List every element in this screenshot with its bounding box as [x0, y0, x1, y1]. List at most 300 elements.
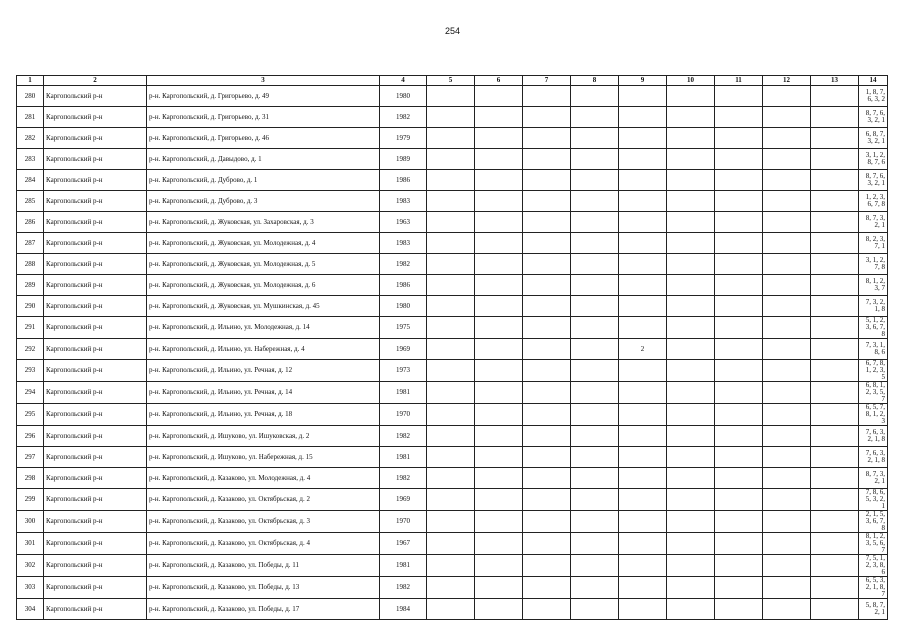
column-9-cell — [619, 489, 667, 511]
year-cell: 1989 — [380, 149, 427, 170]
column-5-cell — [427, 212, 475, 233]
column-11-cell — [715, 511, 763, 533]
column-11-cell — [715, 107, 763, 128]
district-cell: Каргопольский р-н — [44, 599, 147, 620]
district-cell: Каргопольский р-н — [44, 233, 147, 254]
column-9-cell — [619, 170, 667, 191]
column-6-cell — [475, 339, 523, 360]
column-14-cell: 7, 3, 1, 8, 6 — [859, 339, 888, 360]
column-12-cell — [763, 212, 811, 233]
column-5-cell — [427, 107, 475, 128]
district-cell: Каргопольский р-н — [44, 254, 147, 275]
row-number-cell: 293 — [17, 360, 44, 382]
address-cell: р-н. Каргопольский, д. Ильино, ул. Молодежная, д. 14 — [147, 317, 380, 339]
column-header-2: 2 — [44, 76, 147, 86]
year-cell: 1967 — [380, 533, 427, 555]
address-cell: р-н. Каргопольский, д. Ишуково, ул. Набережная, д. 15 — [147, 447, 380, 468]
row-number-cell: 282 — [17, 128, 44, 149]
column-9-cell — [619, 577, 667, 599]
district-cell: Каргопольский р-н — [44, 212, 147, 233]
column-6-cell — [475, 555, 523, 577]
column-12-cell — [763, 533, 811, 555]
column-header-1: 1 — [17, 76, 44, 86]
column-5-cell — [427, 468, 475, 489]
column-13-cell — [811, 577, 859, 599]
column-11-cell — [715, 468, 763, 489]
column-13-cell — [811, 468, 859, 489]
column-6-cell — [475, 426, 523, 447]
column-7-cell — [523, 296, 571, 317]
address-cell: р-н. Каргопольский, д. Ильино, ул. Речная, д. 14 — [147, 382, 380, 404]
table-row — [17, 86, 888, 107]
column-6-cell — [475, 149, 523, 170]
column-11-cell — [715, 254, 763, 275]
column-5-cell — [427, 170, 475, 191]
row-number-cell: 298 — [17, 468, 44, 489]
column-10-cell — [667, 577, 715, 599]
column-8-cell — [571, 275, 619, 296]
district-cell: Каргопольский р-н — [44, 296, 147, 317]
column-6-cell — [475, 275, 523, 296]
column-9-cell — [619, 511, 667, 533]
column-10-cell — [667, 254, 715, 275]
column-10-cell — [667, 86, 715, 107]
column-11-cell — [715, 296, 763, 317]
row-number-cell: 299 — [17, 489, 44, 511]
address-cell: р-н. Каргопольский, д. Жуковская, ул. Захаровская, д. 3 — [147, 212, 380, 233]
column-12-cell — [763, 233, 811, 254]
column-10-cell — [667, 382, 715, 404]
column-11-cell — [715, 447, 763, 468]
column-7-cell — [523, 212, 571, 233]
column-10-cell — [667, 533, 715, 555]
year-cell: 1986 — [380, 170, 427, 191]
column-12-cell — [763, 404, 811, 426]
table-row — [17, 191, 888, 212]
table-row — [17, 382, 888, 404]
column-11-cell — [715, 533, 763, 555]
column-11-cell — [715, 212, 763, 233]
column-6-cell — [475, 212, 523, 233]
column-11-cell — [715, 128, 763, 149]
column-5-cell — [427, 577, 475, 599]
column-header-4: 4 — [380, 76, 427, 86]
column-6-cell — [475, 128, 523, 149]
column-13-cell — [811, 426, 859, 447]
district-cell: Каргопольский р-н — [44, 128, 147, 149]
column-13-cell — [811, 275, 859, 296]
column-5-cell — [427, 254, 475, 275]
column-7-cell — [523, 404, 571, 426]
column-9-cell — [619, 296, 667, 317]
address-cell: р-н. Каргопольский, д. Жуковская, ул. Молодежная, д. 6 — [147, 275, 380, 296]
column-14-cell: 5, 1, 2, 3, 6, 7, 8 — [859, 317, 888, 339]
column-14-cell: 8, 7, 6, 3, 2, 1 — [859, 170, 888, 191]
table-row — [17, 317, 888, 339]
column-9-cell — [619, 360, 667, 382]
column-13-cell — [811, 149, 859, 170]
column-7-cell — [523, 233, 571, 254]
column-11-cell — [715, 339, 763, 360]
table-row — [17, 128, 888, 149]
row-number-cell: 301 — [17, 533, 44, 555]
address-cell: р-н. Каргопольский, д. Ильино, ул. Речная, д. 12 — [147, 360, 380, 382]
column-7-cell — [523, 555, 571, 577]
column-9-cell — [619, 426, 667, 447]
column-10-cell — [667, 404, 715, 426]
row-number-cell: 303 — [17, 577, 44, 599]
table-row — [17, 149, 888, 170]
column-9-cell — [619, 191, 667, 212]
column-8-cell — [571, 170, 619, 191]
address-cell: р-н. Каргопольский, д. Ильино, ул. Речная, д. 18 — [147, 404, 380, 426]
column-8-cell — [571, 577, 619, 599]
address-cell: р-н. Каргопольский, д. Ильино, ул. Набережная, д. 4 — [147, 339, 380, 360]
table-row — [17, 212, 888, 233]
year-cell: 1986 — [380, 275, 427, 296]
column-14-cell: 7, 6, 3, 2, 1, 8 — [859, 447, 888, 468]
table-row — [17, 404, 888, 426]
district-cell: Каргопольский р-н — [44, 533, 147, 555]
column-14-cell: 8, 7, 6, 3, 2, 1 — [859, 107, 888, 128]
column-11-cell — [715, 317, 763, 339]
column-9-cell: 2 — [619, 339, 667, 360]
column-header-7: 7 — [523, 76, 571, 86]
table-header — [17, 76, 888, 86]
column-8-cell — [571, 128, 619, 149]
table-row — [17, 489, 888, 511]
column-12-cell — [763, 382, 811, 404]
column-9-cell — [619, 149, 667, 170]
column-14-cell: 1, 2, 3, 6, 7, 8 — [859, 191, 888, 212]
column-5-cell — [427, 382, 475, 404]
district-cell: Каргопольский р-н — [44, 275, 147, 296]
column-13-cell — [811, 339, 859, 360]
table-row — [17, 577, 888, 599]
table-row — [17, 555, 888, 577]
column-7-cell — [523, 317, 571, 339]
column-10-cell — [667, 511, 715, 533]
column-12-cell — [763, 191, 811, 212]
year-cell: 1970 — [380, 511, 427, 533]
column-10-cell — [667, 339, 715, 360]
district-cell: Каргопольский р-н — [44, 339, 147, 360]
year-cell: 1970 — [380, 404, 427, 426]
column-13-cell — [811, 511, 859, 533]
column-header-10: 10 — [667, 76, 715, 86]
column-5-cell — [427, 533, 475, 555]
district-cell: Каргопольский р-н — [44, 170, 147, 191]
row-number-cell: 297 — [17, 447, 44, 468]
column-header-5: 5 — [427, 76, 475, 86]
column-10-cell — [667, 360, 715, 382]
column-header-9: 9 — [619, 76, 667, 86]
column-11-cell — [715, 191, 763, 212]
table-row — [17, 233, 888, 254]
column-8-cell — [571, 191, 619, 212]
column-8-cell — [571, 317, 619, 339]
column-header-12: 12 — [763, 76, 811, 86]
column-9-cell — [619, 533, 667, 555]
row-number-cell: 280 — [17, 86, 44, 107]
column-7-cell — [523, 107, 571, 128]
year-cell: 1982 — [380, 254, 427, 275]
column-11-cell — [715, 382, 763, 404]
column-8-cell — [571, 599, 619, 620]
column-6-cell — [475, 468, 523, 489]
table-row — [17, 447, 888, 468]
column-header-3: 3 — [147, 76, 380, 86]
table-row — [17, 360, 888, 382]
column-12-cell — [763, 555, 811, 577]
table-row — [17, 426, 888, 447]
column-7-cell — [523, 360, 571, 382]
column-10-cell — [667, 599, 715, 620]
column-9-cell — [619, 128, 667, 149]
district-cell: Каргопольский р-н — [44, 426, 147, 447]
column-5-cell — [427, 511, 475, 533]
table-body — [17, 86, 888, 620]
column-9-cell — [619, 468, 667, 489]
year-cell: 1983 — [380, 191, 427, 212]
column-5-cell — [427, 128, 475, 149]
column-6-cell — [475, 577, 523, 599]
column-12-cell — [763, 170, 811, 191]
column-6-cell — [475, 191, 523, 212]
column-12-cell — [763, 317, 811, 339]
address-cell: р-н. Каргопольский, д. Казаково, ул. Молодежная, д. 4 — [147, 468, 380, 489]
column-11-cell — [715, 555, 763, 577]
column-12-cell — [763, 254, 811, 275]
table-row — [17, 107, 888, 128]
column-5-cell — [427, 149, 475, 170]
column-13-cell — [811, 317, 859, 339]
column-14-cell: 6, 5, 3, 2, 1, 8, 7 — [859, 577, 888, 599]
column-9-cell — [619, 447, 667, 468]
column-header-8: 8 — [571, 76, 619, 86]
row-number-cell: 285 — [17, 191, 44, 212]
column-12-cell — [763, 339, 811, 360]
address-cell: р-н. Каргопольский, д. Казаково, ул. Октябрьская, д. 4 — [147, 533, 380, 555]
column-8-cell — [571, 511, 619, 533]
column-14-cell: 7, 8, 6, 5, 3, 2, 1 — [859, 489, 888, 511]
row-number-cell: 295 — [17, 404, 44, 426]
address-cell: р-н. Каргопольский, д. Григорьево, д. 49 — [147, 86, 380, 107]
column-12-cell — [763, 296, 811, 317]
row-number-cell: 300 — [17, 511, 44, 533]
column-13-cell — [811, 599, 859, 620]
column-14-cell: 7, 5, 1, 2, 3, 8, 6 — [859, 555, 888, 577]
column-11-cell — [715, 233, 763, 254]
column-11-cell — [715, 86, 763, 107]
column-12-cell — [763, 599, 811, 620]
column-14-cell: 5, 8, 7, 2, 1 — [859, 599, 888, 620]
column-10-cell — [667, 296, 715, 317]
column-6-cell — [475, 254, 523, 275]
column-8-cell — [571, 254, 619, 275]
column-13-cell — [811, 533, 859, 555]
column-9-cell — [619, 599, 667, 620]
address-cell: р-н. Каргопольский, д. Григорьево, д. 46 — [147, 128, 380, 149]
column-10-cell — [667, 317, 715, 339]
column-11-cell — [715, 426, 763, 447]
column-9-cell — [619, 555, 667, 577]
table-row — [17, 275, 888, 296]
column-11-cell — [715, 599, 763, 620]
column-7-cell — [523, 339, 571, 360]
year-cell: 1980 — [380, 296, 427, 317]
column-7-cell — [523, 599, 571, 620]
column-6-cell — [475, 317, 523, 339]
column-14-cell: 8, 7, 3, 2, 1 — [859, 468, 888, 489]
column-13-cell — [811, 447, 859, 468]
address-cell: р-н. Каргопольский, д. Казаково, ул. Победы, д. 11 — [147, 555, 380, 577]
column-12-cell — [763, 468, 811, 489]
column-6-cell — [475, 296, 523, 317]
row-number-cell: 302 — [17, 555, 44, 577]
column-10-cell — [667, 233, 715, 254]
column-5-cell — [427, 404, 475, 426]
year-cell: 1981 — [380, 447, 427, 468]
column-10-cell — [667, 447, 715, 468]
address-cell: р-н. Каргопольский, д. Григорьево, д. 31 — [147, 107, 380, 128]
column-5-cell — [427, 296, 475, 317]
column-12-cell — [763, 447, 811, 468]
column-13-cell — [811, 212, 859, 233]
address-cell: р-н. Каргопольский, д. Давыдово, д. 1 — [147, 149, 380, 170]
column-5-cell — [427, 233, 475, 254]
address-cell: р-н. Каргопольский, д. Казаково, ул. Победы, д. 17 — [147, 599, 380, 620]
column-11-cell — [715, 149, 763, 170]
column-14-cell: 8, 1, 2, 3, 5, 6, 7 — [859, 533, 888, 555]
column-5-cell — [427, 447, 475, 468]
column-7-cell — [523, 577, 571, 599]
year-cell: 1983 — [380, 233, 427, 254]
column-10-cell — [667, 275, 715, 296]
column-12-cell — [763, 360, 811, 382]
column-8-cell — [571, 339, 619, 360]
column-9-cell — [619, 382, 667, 404]
row-number-cell: 286 — [17, 212, 44, 233]
table-row — [17, 170, 888, 191]
column-7-cell — [523, 275, 571, 296]
column-13-cell — [811, 191, 859, 212]
column-9-cell — [619, 233, 667, 254]
column-11-cell — [715, 275, 763, 296]
column-14-cell: 6, 8, 1, 2, 3, 5, 7 — [859, 382, 888, 404]
column-11-cell — [715, 170, 763, 191]
address-cell: р-н. Каргопольский, д. Казаково, ул. Октябрьская, д. 3 — [147, 511, 380, 533]
column-8-cell — [571, 86, 619, 107]
column-8-cell — [571, 212, 619, 233]
column-6-cell — [475, 404, 523, 426]
district-cell: Каргопольский р-н — [44, 107, 147, 128]
column-10-cell — [667, 170, 715, 191]
district-cell: Каргопольский р-н — [44, 555, 147, 577]
address-cell: р-н. Каргопольский, д. Ишуково, ул. Ишуковская, д. 2 — [147, 426, 380, 447]
row-number-cell: 288 — [17, 254, 44, 275]
column-7-cell — [523, 170, 571, 191]
column-12-cell — [763, 149, 811, 170]
year-cell: 1975 — [380, 317, 427, 339]
column-13-cell — [811, 360, 859, 382]
column-13-cell — [811, 170, 859, 191]
column-7-cell — [523, 426, 571, 447]
column-13-cell — [811, 233, 859, 254]
column-14-cell: 7, 3, 2, 1, 8 — [859, 296, 888, 317]
year-cell: 1982 — [380, 107, 427, 128]
column-10-cell — [667, 489, 715, 511]
column-13-cell — [811, 128, 859, 149]
column-10-cell — [667, 212, 715, 233]
row-number-cell: 284 — [17, 170, 44, 191]
year-cell: 1969 — [380, 339, 427, 360]
column-6-cell — [475, 107, 523, 128]
column-11-cell — [715, 404, 763, 426]
year-cell: 1981 — [380, 555, 427, 577]
column-5-cell — [427, 360, 475, 382]
column-11-cell — [715, 360, 763, 382]
column-6-cell — [475, 360, 523, 382]
address-cell: р-н. Каргопольский, д. Жуковская, ул. Мушкинская, д. 45 — [147, 296, 380, 317]
column-6-cell — [475, 511, 523, 533]
header-row — [17, 76, 888, 86]
column-5-cell — [427, 555, 475, 577]
column-9-cell — [619, 107, 667, 128]
address-cell: р-н. Каргопольский, д. Казаково, ул. Победы, д. 13 — [147, 577, 380, 599]
column-8-cell — [571, 360, 619, 382]
year-cell: 1984 — [380, 599, 427, 620]
column-7-cell — [523, 468, 571, 489]
district-cell: Каргопольский р-н — [44, 382, 147, 404]
row-number-cell: 292 — [17, 339, 44, 360]
table-row — [17, 254, 888, 275]
table-row — [17, 468, 888, 489]
column-5-cell — [427, 275, 475, 296]
column-5-cell — [427, 599, 475, 620]
column-10-cell — [667, 426, 715, 447]
row-number-cell: 304 — [17, 599, 44, 620]
district-cell: Каргопольский р-н — [44, 447, 147, 468]
column-13-cell — [811, 107, 859, 128]
column-5-cell — [427, 489, 475, 511]
column-14-cell: 3, 1, 2, 8, 7, 6 — [859, 149, 888, 170]
column-8-cell — [571, 447, 619, 468]
column-8-cell — [571, 233, 619, 254]
district-cell: Каргопольский р-н — [44, 468, 147, 489]
district-cell: Каргопольский р-н — [44, 86, 147, 107]
column-13-cell — [811, 382, 859, 404]
district-cell: Каргопольский р-н — [44, 489, 147, 511]
column-10-cell — [667, 128, 715, 149]
column-14-cell: 1, 8, 7, 6, 3, 2 — [859, 86, 888, 107]
column-10-cell — [667, 468, 715, 489]
column-6-cell — [475, 233, 523, 254]
column-14-cell: 8, 7, 3, 2, 1 — [859, 212, 888, 233]
column-12-cell — [763, 577, 811, 599]
column-6-cell — [475, 599, 523, 620]
column-7-cell — [523, 254, 571, 275]
column-8-cell — [571, 468, 619, 489]
column-13-cell — [811, 254, 859, 275]
column-13-cell — [811, 296, 859, 317]
column-12-cell — [763, 275, 811, 296]
column-8-cell — [571, 533, 619, 555]
column-12-cell — [763, 107, 811, 128]
column-header-14: 14 — [859, 76, 888, 86]
column-7-cell — [523, 382, 571, 404]
column-7-cell — [523, 511, 571, 533]
